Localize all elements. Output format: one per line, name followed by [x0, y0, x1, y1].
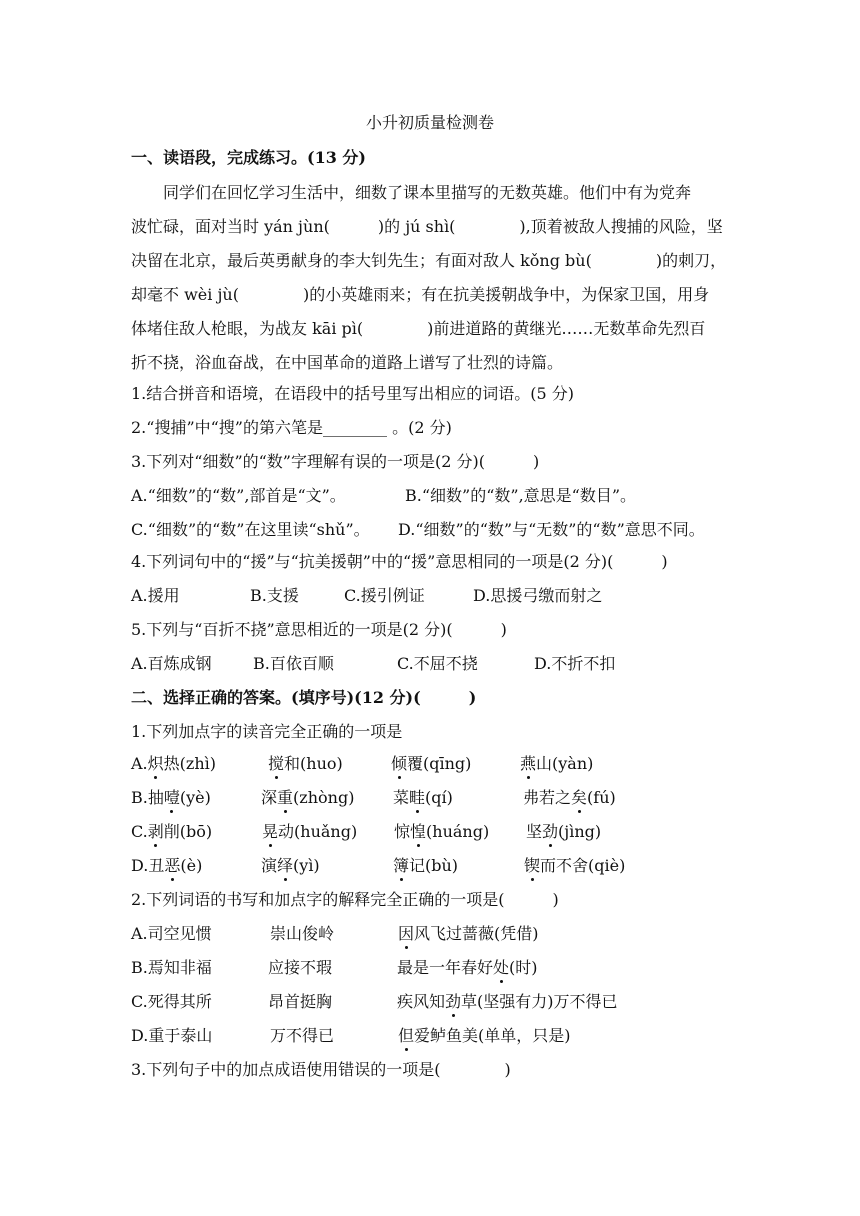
dotted-char: 炽	[147, 754, 164, 773]
dotted-char: 绎	[277, 856, 294, 875]
option-c-word3: 疾风知劲草(坚强有力)万不得已	[397, 992, 618, 1011]
section2-heading: 二、选择正确的答案。(填序号)(12 分)( )	[131, 688, 477, 707]
reading-passage	[131, 176, 729, 380]
question-1-4: 4.下列词句中的“援”与“抗美援朝”中的“援”意思相同的一项是(2 分)( )	[131, 552, 668, 571]
option-b-word1: B.焉知非福	[131, 958, 212, 977]
dotted-char: 惶	[410, 822, 427, 841]
option-d-word1: D.重于泰山	[131, 1026, 213, 1045]
section1-heading: 一、读语段，完成练习。(13 分)	[131, 148, 366, 167]
option-a-word3: 因风飞过蔷薇(凭借)	[398, 924, 539, 943]
dotted-char: 劲	[542, 822, 559, 841]
option-a: A.百炼成钢	[131, 654, 212, 673]
question-1-1: 1.结合拼音和语境，在语段中的括号里写出相应的词语。(5 分)	[131, 384, 575, 403]
question-2-1: 1.下列加点字的读音完全正确的一项是	[131, 722, 403, 741]
option-d-word1: D.丑恶(è)	[131, 856, 203, 875]
dotted-char: 噎	[163, 788, 180, 807]
question-1-3: 3.下列对“细数”的“数”字理解有误的一项是(2 分)( )	[131, 452, 540, 471]
dotted-char: 搅	[268, 754, 285, 773]
option-a-word1: A.司空见惯	[131, 924, 212, 943]
dotted-char: 因	[398, 924, 415, 943]
option-c-word4: 坚劲(jìng)	[526, 822, 602, 841]
option-c-word2: 晃动(huǎng)	[262, 822, 358, 841]
option-b: B.支援	[250, 586, 299, 605]
option-c-word1: C.剥削(bō)	[131, 822, 213, 841]
option-a: A.援用	[131, 586, 180, 605]
dotted-char: 倾	[391, 754, 408, 773]
question-1-5: 5.下列与“百折不挠”意思相近的一项是(2 分)( )	[131, 620, 507, 639]
option-a-word4: 燕山(yàn)	[520, 754, 594, 773]
option-b: B.“细数”的“数”,意思是“数目”。	[405, 486, 637, 505]
dotted-char: 畦	[409, 788, 426, 807]
passage-line: 体堵住敌人枪眼，为战友 kāi pì( )前进道路的黄继光……无数革命先烈百	[131, 319, 706, 338]
question-2-3: 3.下列句子中的加点成语使用错误的一项是( )	[131, 1060, 511, 1079]
option-b-word3: 最是一年春好处(时)	[397, 958, 538, 977]
option-a-word2: 搅和(huo)	[268, 754, 343, 773]
option-b: B.百依百顺	[253, 654, 334, 673]
option-d: D.思援弓缴而射之	[473, 586, 603, 605]
dotted-char: 矣	[571, 788, 588, 807]
dotted-char: 但	[398, 1026, 415, 1045]
dotted-char: 锲	[524, 856, 541, 875]
option-b-word2: 应接不瑕	[268, 958, 333, 977]
passage-line: 波忙碌，面对当时 yán jùn( )的 jú shì( ),顶着被敌人搜捕的风险，坚	[131, 217, 723, 236]
option-b-word2: 深重(zhòng)	[261, 788, 355, 807]
option-c-word2: 昂首挺胸	[268, 992, 333, 1011]
option-c: C.不屈不挠	[397, 654, 478, 673]
dotted-char: 处	[493, 958, 510, 977]
option-c: C.“细数”的“数”在这里读“shǔ”。	[131, 520, 370, 539]
passage-line: 却毫不 wèi jù( )的小英雄雨来；有在抗美援朝战争中，为保家卫国，用身	[131, 285, 710, 304]
option-d-word4: 锲而不舍(qiè)	[524, 856, 626, 875]
dotted-char: 劲	[445, 992, 462, 1011]
option-a: A.“细数”的“数”,部首是“文”。	[131, 486, 346, 505]
passage-line: 决留在北京，最后英勇献身的李大钊先生；有面对敌人 kǒng bù( )的刺刀，	[131, 251, 727, 270]
option-c-word3: 惊惶(huáng)	[394, 822, 490, 841]
option-d-word3: 但爱鲈鱼美(单单，只是)	[398, 1026, 571, 1045]
option-a-word3: 倾覆(qīng)	[391, 754, 472, 773]
option-b-word4: 弗若之矣(fú)	[523, 788, 616, 807]
dotted-char: 晃	[262, 822, 279, 841]
passage-line: 同学们在回忆学习生活中，细数了课本里描写的无数英雄。他们中有为党奔	[163, 183, 692, 202]
dotted-char: 燕	[520, 754, 537, 773]
option-d: D.“细数”的“数”与“无数”的“数”意思不同。	[398, 520, 705, 539]
option-c: C.援引例证	[344, 586, 425, 605]
option-a-word1: A.炽热(zhì)	[131, 754, 216, 773]
option-b-word1: B.抽噎(yè)	[131, 788, 211, 807]
option-b-word3: 菜畦(qí)	[393, 788, 453, 807]
dotted-char: 恶	[164, 856, 181, 875]
option-c-word1: C.死得其所	[131, 992, 212, 1011]
dotted-char: 重	[277, 788, 294, 807]
option-a-word2: 崇山俊岭	[270, 924, 335, 943]
question-1-2: 2.“搜捕”中“搜”的第六笔是________ 。(2 分)	[131, 418, 452, 437]
dotted-char: 剥	[147, 822, 164, 841]
option-d-word2: 万不得已	[270, 1026, 335, 1045]
option-d: D.不折不扣	[534, 654, 616, 673]
option-d-word2: 演绎(yì)	[261, 856, 320, 875]
passage-line: 折不挠，浴血奋战，在中国革命的道路上谱写了壮烈的诗篇。	[131, 353, 564, 372]
question-2-2: 2.下列词语的书写和加点字的解释完全正确的一项是( )	[131, 890, 559, 909]
page-title: 小升初质量检测卷	[365, 113, 494, 132]
option-d-word3: 簿记(bù)	[393, 856, 459, 875]
dotted-char: 簿	[393, 856, 410, 875]
